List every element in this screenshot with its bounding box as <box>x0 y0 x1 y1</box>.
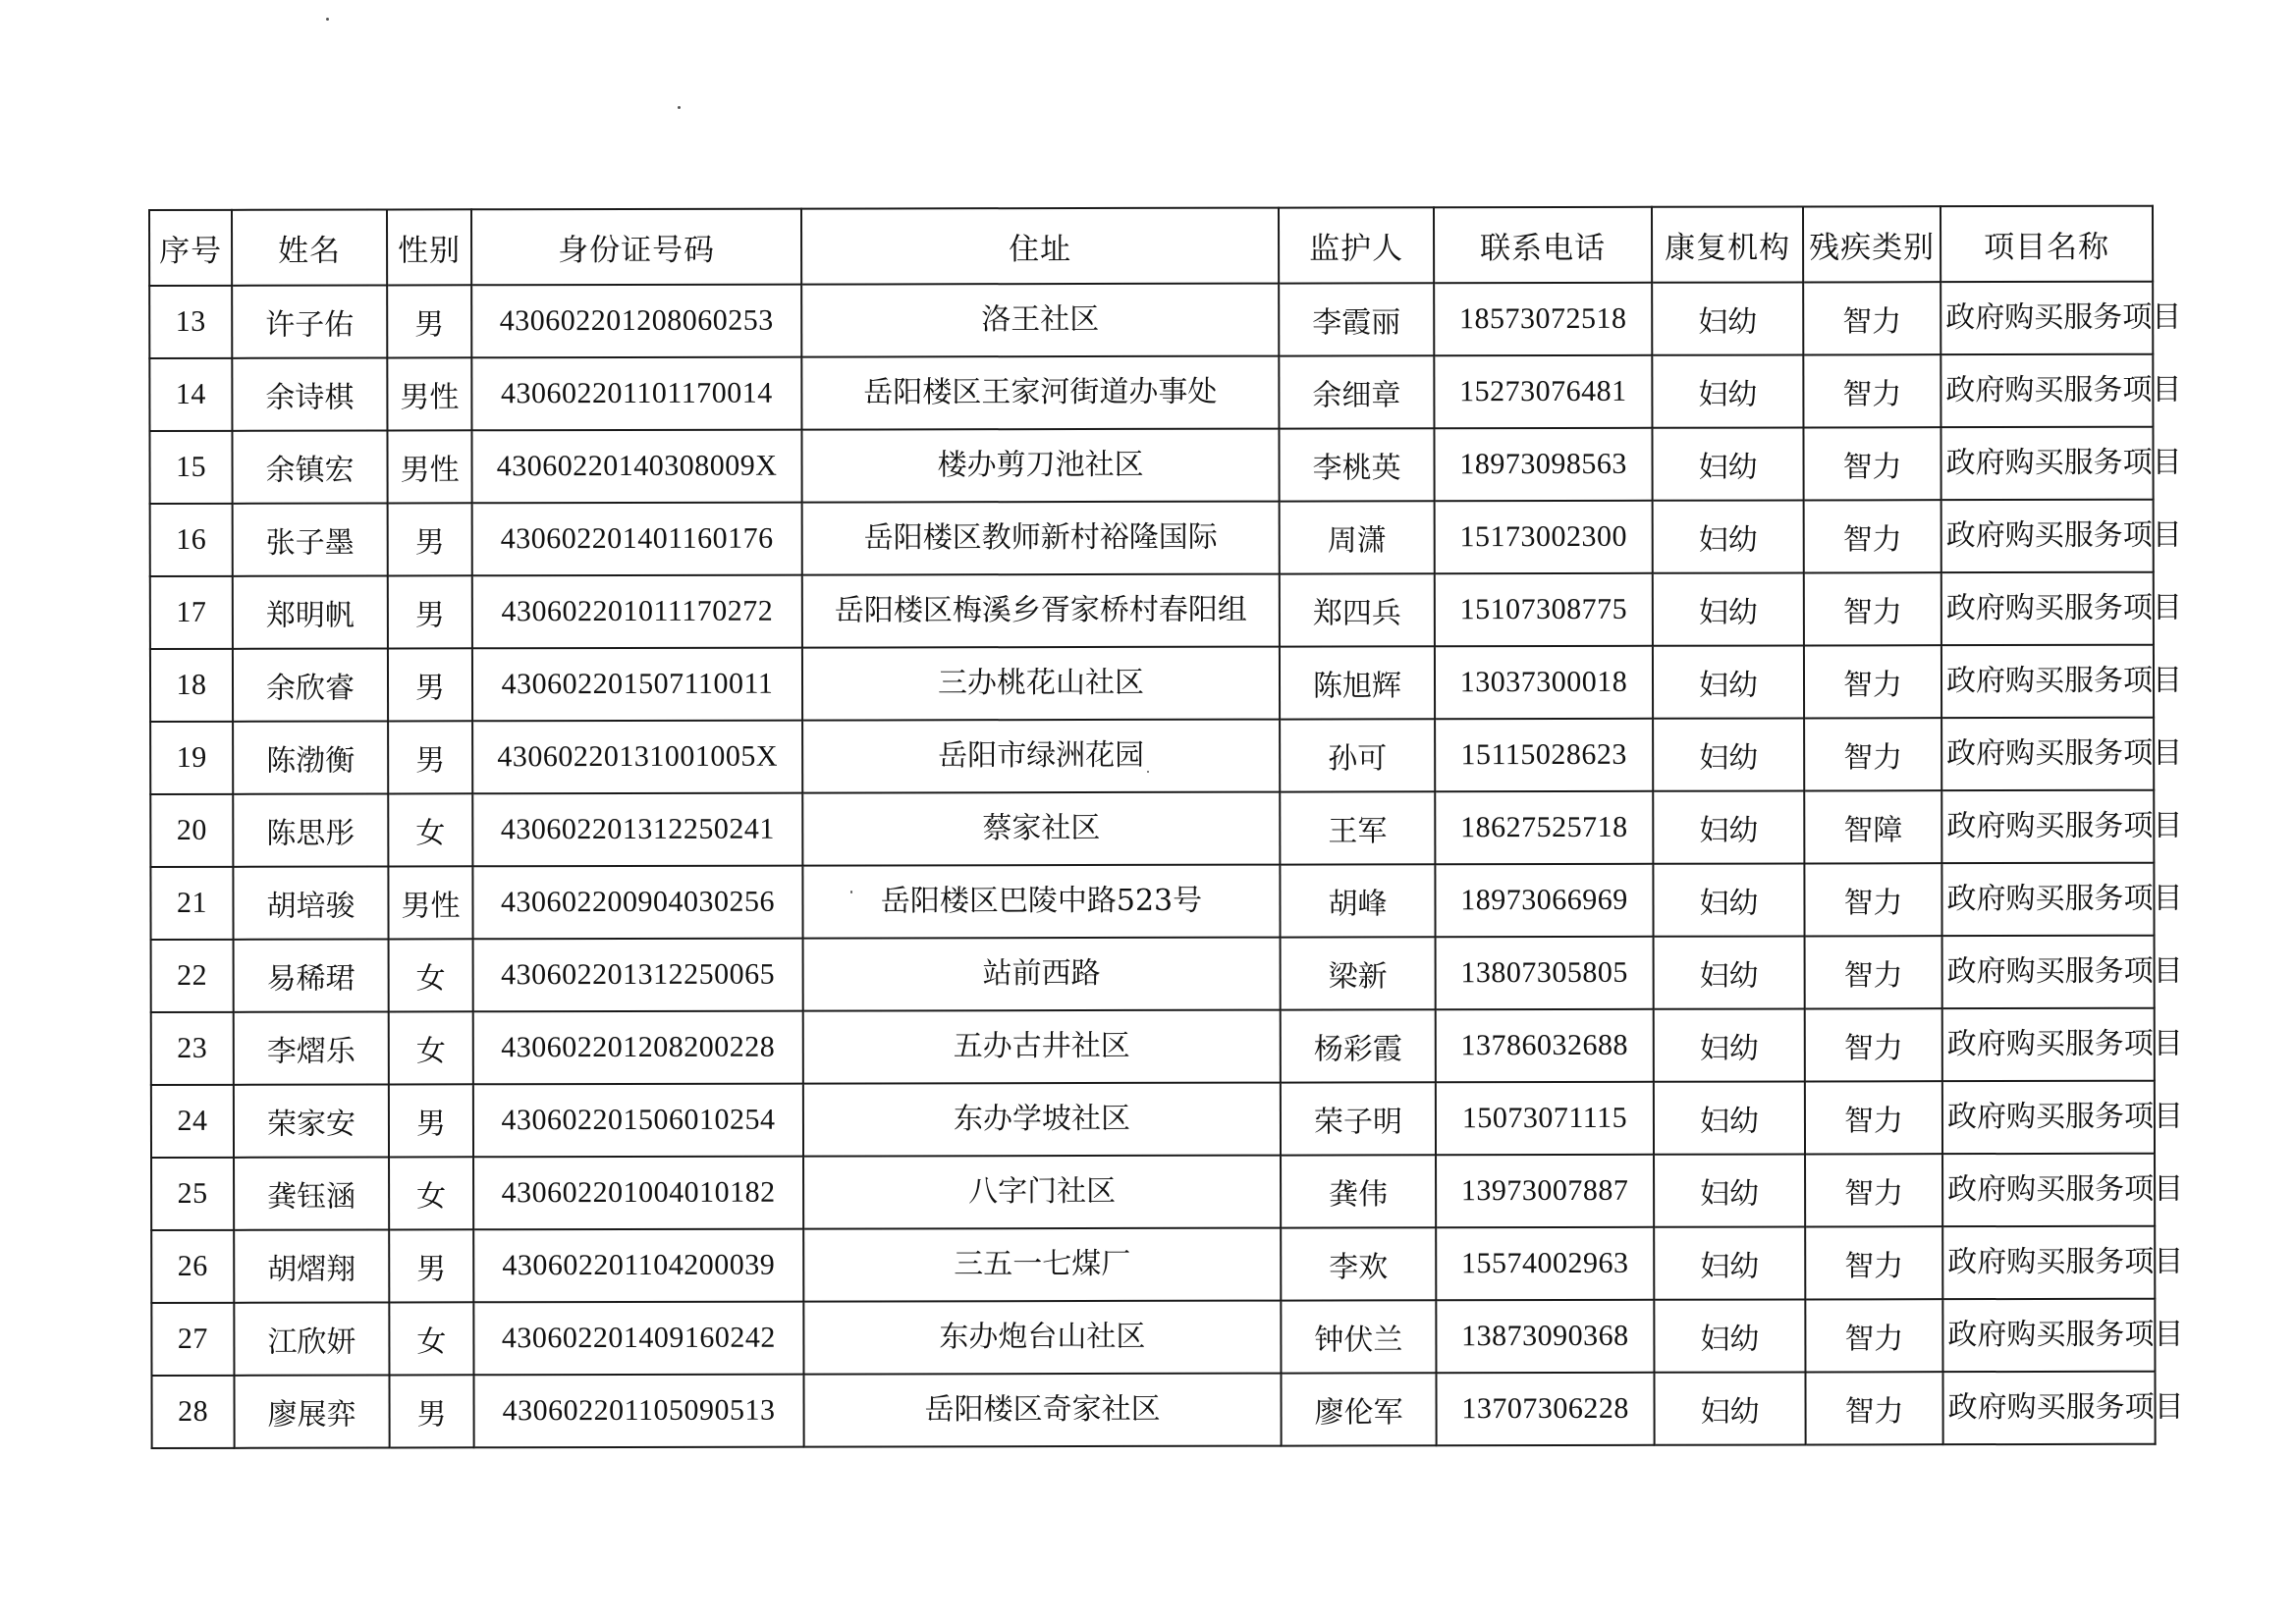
gender-cell: 男性 <box>387 430 471 503</box>
address-cell: 岳阳楼区王家河街道办事处 <box>801 356 1279 430</box>
header-name: 姓名 <box>232 209 387 285</box>
phone-number-cell: 15173002300 <box>1435 501 1653 573</box>
row-number-cell: 22 <box>151 940 234 1012</box>
phone-number-cell: 13037300018 <box>1435 646 1653 719</box>
id-number-cell: 430602201004010182 <box>473 1157 803 1230</box>
disability-category-cell: 智力 <box>1805 1372 1942 1444</box>
row-number-cell: 13 <box>149 286 232 358</box>
project-name-cell: 政府购买服务项目 <box>1942 1372 2155 1444</box>
guardian-name-cell: 胡峰 <box>1280 864 1435 937</box>
scan-speck <box>678 106 681 109</box>
address-cell: 站前西路 <box>803 938 1281 1011</box>
gender-cell: 男 <box>389 1375 473 1447</box>
project-name-cell: 政府购买服务项目 <box>1941 354 2153 427</box>
project-name-cell: 政府购买服务项目 <box>1942 1299 2155 1372</box>
address-cell: 岳阳楼区奇家社区 <box>803 1374 1281 1447</box>
row-number-cell: 18 <box>150 649 233 722</box>
project-name-cell: 政府购买服务项目 <box>1941 718 2154 790</box>
gender-cell: 男 <box>388 648 472 721</box>
address-cell: 三五一七煤厂 <box>803 1228 1281 1302</box>
project-name-cell: 政府购买服务项目 <box>1941 863 2154 936</box>
gender-cell: 女 <box>388 793 472 866</box>
child-name-cell: 胡熠翔 <box>234 1229 389 1302</box>
header-institution: 康复机构 <box>1652 206 1803 282</box>
header-address: 住址 <box>801 208 1279 285</box>
id-number-cell: 430602201409160242 <box>473 1302 803 1376</box>
child-name-cell: 余诗棋 <box>232 357 387 430</box>
header-row <box>149 206 2153 286</box>
disability-category-cell: 智力 <box>1805 1008 1942 1081</box>
gender-cell: 男 <box>387 285 471 357</box>
address-cell: 东办学坡社区 <box>803 1083 1281 1157</box>
roster-table <box>148 205 2184 1449</box>
rehab-institution-cell: 妇幼 <box>1652 354 1803 427</box>
address-cell: 岳阳市绿洲花园 <box>802 720 1280 793</box>
child-name-cell: 余欣睿 <box>233 648 388 721</box>
row-number-cell: 17 <box>150 576 233 649</box>
rehab-institution-cell: 妇幼 <box>1654 936 1805 1008</box>
id-number-cell: 430602201101170014 <box>471 357 801 431</box>
id-number-cell: 430602201506010254 <box>473 1084 803 1158</box>
project-name-cell: 政府购买服务项目 <box>1942 1081 2155 1154</box>
rehab-institution-cell: 妇幼 <box>1653 790 1804 863</box>
project-name-cell: 政府购买服务项目 <box>1942 1008 2155 1081</box>
table-row <box>151 1081 2155 1158</box>
rehab-institution-cell: 妇幼 <box>1653 863 1804 936</box>
phone-number-cell: 15574002963 <box>1436 1227 1654 1300</box>
id-number-cell: 43060220131001005X <box>472 721 802 794</box>
guardian-name-cell: 郑四兵 <box>1280 573 1435 646</box>
guardian-name-cell: 李桃英 <box>1279 428 1434 501</box>
header-phone: 联系电话 <box>1434 207 1652 283</box>
guardian-name-cell: 余细章 <box>1279 355 1434 428</box>
child-name-cell: 张子墨 <box>233 503 388 575</box>
disability-category-cell: 智力 <box>1804 645 1941 718</box>
rehab-institution-cell: 妇幼 <box>1653 718 1804 790</box>
project-name-cell: 政府购买服务项目 <box>1941 500 2154 572</box>
gender-cell: 男性 <box>388 866 472 939</box>
gender-cell: 男性 <box>387 357 471 430</box>
id-number-cell: 430602201507110011 <box>472 648 802 722</box>
table-row <box>151 1372 2155 1448</box>
header-category: 残疾类别 <box>1803 206 1941 282</box>
header-no: 序号 <box>149 210 232 286</box>
disability-category-cell: 智力 <box>1803 354 1941 427</box>
guardian-name-cell: 李霞丽 <box>1279 283 1434 355</box>
row-number-cell: 14 <box>149 358 232 431</box>
child-name-cell: 廖展弈 <box>234 1375 389 1447</box>
disability-category-cell: 智力 <box>1805 1299 1942 1372</box>
gender-cell: 女 <box>389 1302 473 1375</box>
rehab-institution-cell: 妇幼 <box>1653 572 1804 645</box>
table-row <box>149 354 2153 431</box>
disability-category-cell: 智力 <box>1805 1226 1942 1299</box>
table-row <box>151 1299 2155 1376</box>
address-cell: 三办桃花山社区 <box>802 647 1280 721</box>
id-number-cell: 430602201011170272 <box>472 575 802 649</box>
phone-number-cell: 15073071115 <box>1436 1082 1654 1155</box>
phone-number-cell: 13973007887 <box>1436 1155 1654 1227</box>
guardian-name-cell: 荣子明 <box>1281 1082 1436 1155</box>
table-row <box>150 718 2154 794</box>
row-number-cell: 16 <box>150 504 233 576</box>
header-guardian: 监护人 <box>1279 207 1434 283</box>
rehab-institution-cell: 妇幼 <box>1652 282 1803 354</box>
table-row <box>151 936 2155 1012</box>
disability-category-cell: 智力 <box>1804 718 1941 790</box>
gender-cell: 女 <box>389 1011 473 1084</box>
child-name-cell: 江欣妍 <box>234 1302 389 1375</box>
child-name-cell: 余镇宏 <box>232 430 387 503</box>
id-number-cell: 430602201401160176 <box>472 503 802 576</box>
disability-category-cell: 智力 <box>1804 500 1941 572</box>
id-number-cell: 430602201105090513 <box>473 1375 803 1448</box>
disability-category-cell: 智力 <box>1804 572 1941 645</box>
project-name-cell: 政府购买服务项目 <box>1942 936 2155 1008</box>
phone-number-cell: 13873090368 <box>1436 1300 1654 1373</box>
row-number-cell: 19 <box>150 722 233 794</box>
guardian-name-cell: 李欢 <box>1281 1227 1436 1300</box>
table-row <box>150 645 2154 722</box>
id-number-cell: 43060220140308009X <box>471 430 801 504</box>
table-body <box>149 282 2184 1448</box>
disability-category-cell: 智力 <box>1803 282 1941 354</box>
guardian-name-cell: 陈旭辉 <box>1280 646 1435 719</box>
phone-number-cell: 15115028623 <box>1435 719 1653 791</box>
child-name-cell: 龚钰涵 <box>234 1157 389 1229</box>
row-number-cell: 28 <box>151 1376 234 1448</box>
guardian-name-cell: 王军 <box>1280 791 1435 864</box>
table-row <box>151 1008 2155 1085</box>
row-number-cell: 27 <box>151 1303 234 1376</box>
gender-cell: 女 <box>389 939 473 1011</box>
address-cell: 岳阳楼区梅溪乡胥家桥村春阳组 <box>802 574 1280 648</box>
child-name-cell: 易稀珺 <box>234 939 389 1011</box>
project-name-cell: 政府购买服务项目 <box>1942 1226 2155 1299</box>
project-name-cell: 政府购买服务项目 <box>1941 282 2153 354</box>
phone-number-cell: 13786032688 <box>1436 1009 1654 1082</box>
disability-category-cell: 智力 <box>1804 863 1941 936</box>
id-number-cell: 430602201104200039 <box>473 1229 803 1303</box>
gender-cell: 男 <box>388 503 472 575</box>
address-cell: 岳阳楼区教师新村裕隆国际 <box>802 502 1280 575</box>
child-name-cell: 胡培骏 <box>233 866 388 939</box>
row-number-cell: 20 <box>150 794 233 867</box>
address-cell: 蔡家社区 <box>802 792 1280 866</box>
address-cell: 洛王社区 <box>801 284 1279 357</box>
rehab-institution-cell: 妇幼 <box>1653 645 1804 718</box>
rehab-institution-cell: 妇幼 <box>1654 1226 1805 1299</box>
child-name-cell: 许子佑 <box>232 285 387 357</box>
guardian-name-cell: 梁新 <box>1281 937 1436 1009</box>
row-number-cell: 21 <box>150 867 233 940</box>
id-number-cell: 430602201208060253 <box>471 285 801 358</box>
phone-number-cell: 15107308775 <box>1435 573 1653 646</box>
table-row <box>150 572 2154 649</box>
gender-cell: 男 <box>389 1229 473 1302</box>
table-row <box>150 863 2154 940</box>
rehab-institution-cell: 妇幼 <box>1654 1154 1805 1226</box>
address-cell: 五办古井社区 <box>803 1010 1281 1084</box>
table-row <box>151 1226 2155 1303</box>
child-name-cell: 李熠乐 <box>234 1011 389 1084</box>
guardian-name-cell: 廖伦军 <box>1281 1373 1436 1445</box>
address-cell: 楼办剪刀池社区 <box>801 429 1279 503</box>
phone-number-cell: 15273076481 <box>1434 355 1652 428</box>
child-name-cell: 陈渤衡 <box>233 721 388 793</box>
disability-category-cell: 智力 <box>1803 427 1941 500</box>
disability-category-cell: 智力 <box>1805 1154 1942 1226</box>
child-name-cell: 陈思彤 <box>233 793 388 866</box>
table-row <box>151 1154 2155 1230</box>
row-number-cell: 25 <box>151 1158 234 1230</box>
rehab-institution-cell: 妇幼 <box>1652 427 1803 500</box>
project-name-cell: 政府购买服务项目 <box>1941 790 2154 863</box>
header-gender: 性别 <box>387 209 471 285</box>
table-row <box>150 790 2154 867</box>
disability-category-cell: 智障 <box>1804 790 1941 863</box>
id-number-cell: 430602200904030256 <box>472 866 802 940</box>
rehab-institution-cell: 妇幼 <box>1654 1081 1805 1154</box>
phone-number-cell: 18973098563 <box>1434 428 1652 501</box>
header-project: 项目名称 <box>1941 206 2153 282</box>
guardian-name-cell: 孙可 <box>1280 719 1435 791</box>
address-cell: 八字门社区 <box>803 1156 1281 1229</box>
gender-cell: 女 <box>389 1157 473 1229</box>
phone-number-cell: 18573072518 <box>1434 283 1652 355</box>
gender-cell: 男 <box>389 1084 473 1157</box>
scan-speck <box>326 18 329 21</box>
guardian-name-cell: 杨彩霞 <box>1281 1009 1436 1082</box>
id-number-cell: 430602201208200228 <box>473 1011 803 1085</box>
child-name-cell: 荣家安 <box>234 1084 389 1157</box>
phone-number-cell: 18973066969 <box>1435 864 1653 937</box>
table-row <box>149 427 2153 504</box>
gender-cell: 男 <box>388 721 472 793</box>
row-number-cell: 23 <box>151 1012 234 1085</box>
rehab-institution-cell: 妇幼 <box>1654 1372 1805 1444</box>
table-row <box>149 282 2153 358</box>
disability-category-cell: 智力 <box>1805 936 1942 1008</box>
child-name-cell: 郑明帆 <box>233 575 388 648</box>
project-name-cell: 政府购买服务项目 <box>1941 645 2154 718</box>
gender-cell: 男 <box>388 575 472 648</box>
rehab-institution-cell: 妇幼 <box>1653 500 1804 572</box>
row-number-cell: 15 <box>149 431 232 504</box>
disability-category-cell: 智力 <box>1805 1081 1942 1154</box>
project-name-cell: 政府购买服务项目 <box>1941 427 2153 500</box>
address-cell: 岳阳楼区巴陵中路523号 <box>802 865 1280 939</box>
phone-number-cell: 13807305805 <box>1436 937 1654 1009</box>
id-number-cell: 430602201312250065 <box>473 939 803 1012</box>
project-name-cell: 政府购买服务项目 <box>1942 1154 2155 1226</box>
phone-number-cell: 13707306228 <box>1436 1373 1654 1445</box>
address-cell: 东办炮台山社区 <box>803 1301 1281 1375</box>
guardian-name-cell: 钟伏兰 <box>1281 1300 1436 1373</box>
table-row <box>150 500 2154 576</box>
rehab-institution-cell: 妇幼 <box>1654 1008 1805 1081</box>
id-number-cell: 430602201312250241 <box>472 793 802 867</box>
header-id: 身份证号码 <box>471 209 801 286</box>
phone-number-cell: 18627525718 <box>1435 791 1653 864</box>
row-number-cell: 24 <box>151 1085 234 1158</box>
guardian-name-cell: 周潇 <box>1280 501 1435 573</box>
rehab-institution-cell: 妇幼 <box>1654 1299 1805 1372</box>
guardian-name-cell: 龚伟 <box>1281 1155 1436 1227</box>
row-number-cell: 26 <box>151 1230 234 1303</box>
project-name-cell: 政府购买服务项目 <box>1941 572 2154 645</box>
